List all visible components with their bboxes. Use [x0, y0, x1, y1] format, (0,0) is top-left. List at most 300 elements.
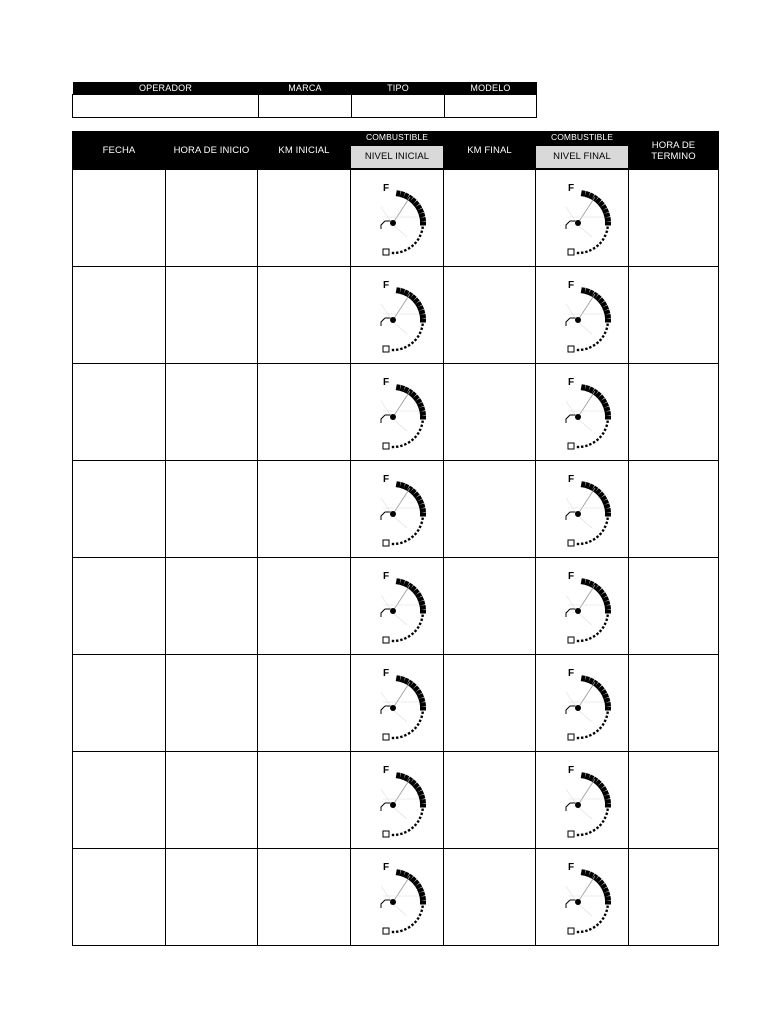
gauge-tick: [407, 247, 410, 250]
gauge-tick: [605, 327, 608, 330]
gauge-needle-pivot: [575, 511, 581, 517]
gauge-tick: [592, 538, 595, 541]
gauge-tick: [596, 341, 599, 344]
gauge-needle-pivot: [390, 414, 396, 420]
gauge-full-label: F: [383, 571, 390, 582]
gauge-tick: [414, 435, 417, 438]
gauge-tick: [581, 445, 584, 448]
gauge-tick: [585, 638, 588, 641]
gauge-tick: [407, 732, 410, 735]
gauge-tick: [589, 734, 592, 737]
gauge-tick: [601, 917, 604, 920]
fuel-gauge-icon[interactable]: [548, 856, 616, 938]
hora-termino-cell[interactable]: [629, 170, 719, 267]
gauge-tick: [420, 411, 426, 416]
gauge-needle-pivot: [575, 802, 581, 808]
gauge-tick: [420, 314, 426, 319]
gauge-tick: [416, 335, 419, 338]
gauge-tick: [420, 896, 426, 901]
gauge-tick: [606, 323, 609, 326]
gauge-tick: [421, 420, 424, 423]
gauge-tick: [404, 249, 407, 252]
hora-inicio-cell[interactable]: [166, 558, 258, 655]
marca-field[interactable]: [259, 95, 352, 118]
gauge-tick: [605, 424, 608, 427]
gauge-tick: [577, 543, 579, 545]
fecha-cell[interactable]: [73, 461, 166, 558]
gauge-tick: [601, 432, 604, 435]
gauge-tick: [599, 726, 602, 729]
gauge-full-label: F: [383, 862, 390, 873]
gauge-tick: [396, 445, 399, 448]
gauge-tick: [585, 832, 588, 835]
gauge-needle-pivot: [575, 414, 581, 420]
gauge-tick: [420, 415, 426, 419]
gauge-tick: [396, 930, 399, 933]
nivel-final-gauge-cell[interactable]: [536, 655, 629, 752]
gauge-tick: [596, 923, 599, 926]
gauge-tick: [400, 832, 403, 835]
gauge-tick: [585, 541, 588, 544]
gauge-tick: [599, 629, 602, 632]
gauge-tick: [414, 629, 417, 632]
gauge-tick: [604, 525, 607, 528]
combustible-inicial-header: COMBUSTIBLE: [351, 132, 444, 143]
gauge-tick: [400, 250, 403, 253]
nivel-inicial-gauge-cell[interactable]: [351, 170, 444, 267]
gauge-tick: [605, 900, 611, 904]
nivel-final-gauge-cell[interactable]: [536, 170, 629, 267]
km-inicial-cell[interactable]: [258, 558, 351, 655]
gauge-tick: [589, 249, 592, 252]
gauge-tick: [419, 816, 422, 819]
vehicle-info-table: [72, 82, 537, 118]
gauge-tick: [414, 920, 417, 923]
gauge-tick: [420, 909, 423, 912]
fuel-gauge-icon[interactable]: [363, 274, 431, 356]
vehicle-info-header-row: [73, 82, 537, 95]
hora-termino-cell[interactable]: [629, 655, 719, 752]
nivel-inicial-gauge-cell[interactable]: [351, 558, 444, 655]
gauge-tick: [420, 521, 423, 524]
gauge-needle-pivot: [390, 899, 396, 905]
gauge-tick: [589, 637, 592, 640]
fuel-gauge-icon[interactable]: [363, 177, 431, 259]
gauge-tick: [407, 441, 410, 444]
fecha-cell[interactable]: [73, 752, 166, 849]
fecha-cell[interactable]: [73, 849, 166, 946]
fuel-gauge-icon[interactable]: [548, 662, 616, 744]
fuel-gauge-icon[interactable]: [548, 565, 616, 647]
km-final-cell[interactable]: [444, 461, 536, 558]
fecha-cell[interactable]: [73, 267, 166, 364]
gauge-tick: [596, 535, 599, 538]
km-inicial-cell[interactable]: [258, 655, 351, 752]
gauge-tick: [605, 512, 611, 516]
nivel-inicial-gauge-cell[interactable]: [351, 364, 444, 461]
gauge-tick: [596, 826, 599, 829]
table-row: [73, 461, 719, 558]
gauge-tick: [392, 931, 394, 933]
fuel-gauge-icon[interactable]: [548, 177, 616, 259]
gauge-tick: [601, 529, 604, 532]
gauge-tick: [605, 605, 611, 610]
km-inicial-cell[interactable]: [258, 267, 351, 364]
gauge-tick: [420, 812, 423, 815]
nivel-final-header: NIVEL FINAL: [536, 146, 628, 168]
gauge-tick: [392, 446, 394, 448]
gauge-tick: [416, 723, 419, 726]
gauge-tick: [396, 736, 399, 739]
gauge-tick: [589, 540, 592, 543]
gauge-tick: [596, 729, 599, 732]
gauge-full-label: F: [383, 280, 390, 291]
hora-termino-cell[interactable]: [629, 849, 719, 946]
gauge-tick: [404, 346, 407, 349]
gauge-tick: [419, 234, 422, 237]
hora-inicio-cell[interactable]: [166, 170, 258, 267]
gauge-tick: [420, 605, 426, 610]
fecha-header: FECHA: [73, 132, 166, 170]
km-inicial-cell[interactable]: [258, 849, 351, 946]
km-final-cell[interactable]: [444, 655, 536, 752]
km-final-cell[interactable]: [444, 267, 536, 364]
gauge-tick: [605, 799, 611, 804]
fuel-gauge-icon[interactable]: [363, 856, 431, 938]
gauge-tick: [419, 428, 422, 431]
gauge-tick: [411, 535, 414, 538]
gauge-tick: [577, 931, 579, 933]
table-row: [73, 267, 719, 364]
gauge-full-label: F: [568, 862, 575, 873]
gauge-tick: [420, 609, 426, 613]
gauge-tick: [605, 702, 611, 707]
gauge-tick: [404, 831, 407, 834]
table-row: [73, 364, 719, 461]
gauge-tick: [589, 928, 592, 931]
gauge-tick: [605, 812, 608, 815]
km-inicial-cell[interactable]: [258, 364, 351, 461]
hora-inicio-cell[interactable]: [166, 752, 258, 849]
fecha-cell[interactable]: [73, 170, 166, 267]
gauge-tick: [581, 542, 584, 545]
gauge-tick: [601, 238, 604, 241]
gauge-tick: [411, 438, 414, 441]
gauge-tick: [605, 508, 611, 513]
gauge-tick: [400, 929, 403, 932]
hora-inicio-cell[interactable]: [166, 267, 258, 364]
gauge-full-label: F: [568, 183, 575, 194]
gauge-tick: [585, 347, 588, 350]
gauge-tick: [411, 341, 414, 344]
tipo-header: TIPO: [352, 82, 445, 95]
gauge-needle-pivot: [575, 317, 581, 323]
nivel-final-gauge-cell[interactable]: [536, 752, 629, 849]
gauge-tick: [606, 711, 609, 714]
gauge-tick: [411, 826, 414, 829]
gauge-tick: [585, 444, 588, 447]
hora-inicio-cell[interactable]: [166, 364, 258, 461]
gauge-tick: [420, 715, 423, 718]
tipo-field[interactable]: [352, 95, 445, 118]
km-inicial-cell[interactable]: [258, 461, 351, 558]
gauge-full-label: F: [383, 668, 390, 679]
gauge-tick: [604, 428, 607, 431]
km-inicial-header: KM INICIAL: [258, 132, 351, 170]
gauge-full-label: F: [568, 474, 575, 485]
gauge-tick: [581, 639, 584, 642]
hora-inicio-cell[interactable]: [166, 461, 258, 558]
gauge-tick: [400, 638, 403, 641]
gauge-tick: [596, 632, 599, 635]
gauge-tick: [581, 930, 584, 933]
gauge-tick: [420, 217, 426, 222]
fuel-gauge-icon[interactable]: [363, 759, 431, 841]
marca-header: MARCA: [259, 82, 352, 95]
gauge-tick: [414, 241, 417, 244]
hora-inicio-cell[interactable]: [166, 655, 258, 752]
gauge-tick: [605, 706, 611, 710]
gauge-tick: [605, 221, 611, 225]
gauge-tick: [581, 251, 584, 254]
gauge-tick: [421, 323, 424, 326]
gauge-tick: [420, 508, 426, 513]
km-final-cell[interactable]: [444, 558, 536, 655]
gauge-tick: [400, 347, 403, 350]
gauge-tick: [392, 349, 394, 351]
gauge-tick: [605, 715, 608, 718]
gauge-tick: [404, 443, 407, 446]
gauge-tick: [421, 808, 424, 811]
gauge-tick: [396, 639, 399, 642]
table-row: [73, 558, 719, 655]
gauge-tick: [414, 823, 417, 826]
gauge-tick: [421, 711, 424, 714]
gauge-tick: [577, 737, 579, 739]
gauge-tick: [605, 217, 611, 222]
gauge-tick: [577, 834, 579, 836]
nivel-inicial-header: NIVEL INICIAL: [351, 146, 443, 168]
km-final-cell[interactable]: [444, 752, 536, 849]
gauge-tick: [421, 226, 424, 229]
nivel-inicial-gauge-cell[interactable]: [351, 461, 444, 558]
gauge-tick: [420, 512, 426, 516]
gauge-needle-pivot: [575, 705, 581, 711]
gauge-tick: [581, 348, 584, 351]
gauge-tick: [605, 230, 608, 233]
fuel-gauge-icon[interactable]: [548, 759, 616, 841]
fuel-log-body: [73, 170, 719, 946]
operador-header: OPERADOR: [73, 82, 259, 95]
gauge-tick: [419, 719, 422, 722]
gauge-tick: [392, 737, 394, 739]
gauge-tick: [416, 820, 419, 823]
fuel-gauge-icon[interactable]: [363, 468, 431, 550]
gauge-tick: [420, 706, 426, 710]
gauge-needle-pivot: [390, 511, 396, 517]
gauge-tick: [599, 532, 602, 535]
gauge-tick: [420, 799, 426, 804]
nivel-final-gauge-cell[interactable]: [536, 461, 629, 558]
nivel-inicial-gauge-cell[interactable]: [351, 752, 444, 849]
gauge-tick: [592, 635, 595, 638]
gauge-tick: [407, 635, 410, 638]
fuel-gauge-icon[interactable]: [548, 371, 616, 453]
gauge-tick: [407, 344, 410, 347]
gauge-full-label: F: [383, 377, 390, 388]
nivel-inicial-gauge-cell[interactable]: [351, 655, 444, 752]
gauge-tick: [400, 541, 403, 544]
gauge-tick: [606, 905, 609, 908]
gauge-tick: [592, 732, 595, 735]
gauge-needle-pivot: [390, 608, 396, 614]
gauge-tick: [404, 540, 407, 543]
gauge-tick: [592, 344, 595, 347]
gauge-full-label: F: [383, 765, 390, 776]
operador-field[interactable]: [73, 95, 259, 118]
gauge-tick: [585, 735, 588, 738]
gauge-tick: [392, 543, 394, 545]
gauge-tick: [411, 923, 414, 926]
hora-termino-cell[interactable]: [629, 461, 719, 558]
gauge-tick: [604, 816, 607, 819]
hora-termino-cell[interactable]: [629, 558, 719, 655]
gauge-tick: [414, 532, 417, 535]
hora-inicio-cell[interactable]: [166, 849, 258, 946]
gauge-tick: [604, 331, 607, 334]
gauge-tick: [599, 338, 602, 341]
gauge-tick: [599, 435, 602, 438]
hora-termino-cell[interactable]: [629, 364, 719, 461]
gauge-tick: [421, 614, 424, 617]
gauge-tick: [421, 905, 424, 908]
gauge-tick: [596, 244, 599, 247]
gauge-tick: [396, 348, 399, 351]
gauge-tick: [420, 900, 426, 904]
km-final-header: KM FINAL: [444, 132, 536, 170]
gauge-tick: [599, 823, 602, 826]
nivel-inicial-cell: [351, 143, 444, 170]
gauge-tick: [577, 446, 579, 448]
gauge-tick: [601, 723, 604, 726]
gauge-tick: [605, 909, 608, 912]
gauge-tick: [585, 929, 588, 932]
gauge-tick: [577, 252, 579, 254]
gauge-tick: [407, 926, 410, 929]
gauge-tick: [589, 346, 592, 349]
gauge-tick: [419, 913, 422, 916]
gauge-tick: [604, 234, 607, 237]
gauge-tick: [420, 327, 423, 330]
gauge-full-label: F: [568, 571, 575, 582]
hora-termino-cell[interactable]: [629, 267, 719, 364]
gauge-tick: [404, 734, 407, 737]
km-inicial-cell[interactable]: [258, 170, 351, 267]
gauge-tick: [411, 729, 414, 732]
gauge-tick: [420, 618, 423, 621]
nivel-final-gauge-cell[interactable]: [536, 558, 629, 655]
hora-termino-header: HORA DE TERMINO: [629, 132, 719, 170]
gauge-tick: [416, 626, 419, 629]
gauge-tick: [601, 820, 604, 823]
gauge-full-label: F: [568, 765, 575, 776]
fuel-log-table: [72, 131, 719, 946]
gauge-tick: [407, 829, 410, 832]
nivel-final-gauge-cell[interactable]: [536, 267, 629, 364]
nivel-final-gauge-cell[interactable]: [536, 849, 629, 946]
gauge-tick: [604, 622, 607, 625]
gauge-tick: [404, 928, 407, 931]
gauge-tick: [592, 829, 595, 832]
fuel-gauge-icon[interactable]: [363, 565, 431, 647]
modelo-field[interactable]: [445, 95, 537, 118]
gauge-tick: [601, 335, 604, 338]
fuel-gauge-icon[interactable]: [548, 274, 616, 356]
gauge-tick: [606, 808, 609, 811]
gauge-tick: [605, 896, 611, 901]
gauge-tick: [589, 443, 592, 446]
gauge-tick: [577, 640, 579, 642]
gauge-tick: [416, 917, 419, 920]
gauge-tick: [411, 244, 414, 247]
gauge-tick: [577, 349, 579, 351]
gauge-needle-pivot: [390, 802, 396, 808]
gauge-full-label: F: [568, 280, 575, 291]
gauge-tick: [599, 241, 602, 244]
fecha-cell[interactable]: [73, 364, 166, 461]
hora-termino-cell[interactable]: [629, 752, 719, 849]
gauge-tick: [589, 831, 592, 834]
gauge-full-label: F: [568, 668, 575, 679]
km-inicial-cell[interactable]: [258, 752, 351, 849]
fecha-cell[interactable]: [73, 655, 166, 752]
km-final-cell[interactable]: [444, 170, 536, 267]
gauge-needle-pivot: [575, 608, 581, 614]
gauge-tick: [396, 251, 399, 254]
gauge-tick: [414, 338, 417, 341]
fecha-cell[interactable]: [73, 558, 166, 655]
gauge-tick: [585, 250, 588, 253]
fuel-gauge-icon[interactable]: [363, 371, 431, 453]
gauge-tick: [581, 833, 584, 836]
vehicle-info-row: [73, 95, 537, 118]
gauge-tick: [599, 920, 602, 923]
gauge-tick: [411, 632, 414, 635]
gauge-tick: [400, 735, 403, 738]
gauge-tick: [592, 247, 595, 250]
table-row: [73, 655, 719, 752]
gauge-tick: [592, 926, 595, 929]
gauge-tick: [604, 913, 607, 916]
km-final-cell[interactable]: [444, 364, 536, 461]
nivel-final-gauge-cell[interactable]: [536, 364, 629, 461]
gauge-tick: [420, 318, 426, 322]
nivel-inicial-gauge-cell[interactable]: [351, 267, 444, 364]
fuel-gauge-icon[interactable]: [548, 468, 616, 550]
gauge-tick: [404, 637, 407, 640]
gauge-tick: [392, 640, 394, 642]
gauge-tick: [604, 719, 607, 722]
nivel-inicial-gauge-cell[interactable]: [351, 849, 444, 946]
log-header-row-top: [73, 132, 719, 143]
gauge-tick: [605, 609, 611, 613]
km-final-cell[interactable]: [444, 849, 536, 946]
gauge-tick: [420, 702, 426, 707]
gauge-tick: [416, 529, 419, 532]
gauge-tick: [400, 444, 403, 447]
fuel-gauge-icon[interactable]: [363, 662, 431, 744]
gauge-tick: [414, 726, 417, 729]
